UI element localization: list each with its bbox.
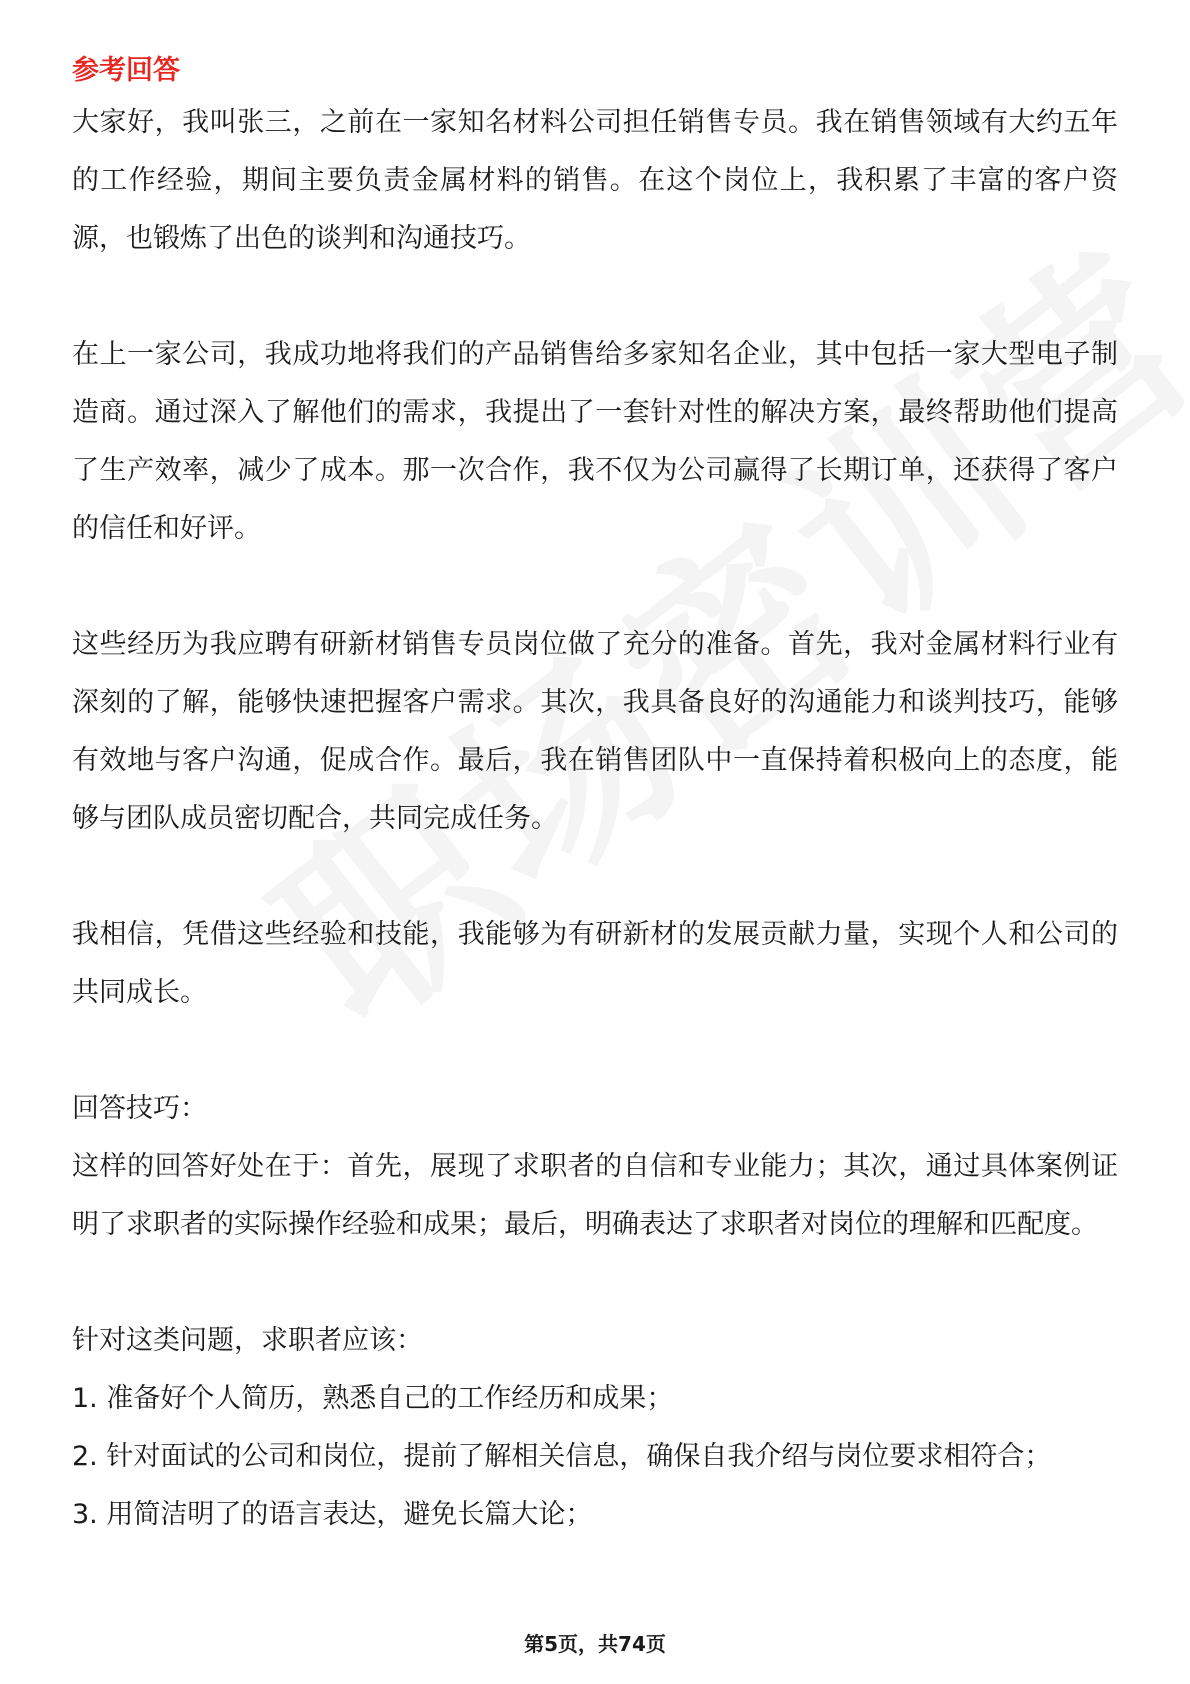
answer-paragraph-3: 这些经历为我应聘有研新材销售专员岗位做了充分的准备。首先，我对金属材料行业有深刻的了解，能够快速把握客户需求。其次，我具备良好的沟通能力和谈判技巧，能够有效地与客户沟通，促成合作。最后，我在销售团队中一直保持着积极向上的态度，能够与团队成员密切配合，共同完成任务。 <box>72 629 1118 834</box>
answer-paragraph-4: 我相信，凭借这些经验和技能，我能够为有研新材的发展贡献力量，实现个人和公司的共同成长。 <box>72 919 1118 1008</box>
section-heading: 参考回答 <box>72 55 180 86</box>
advice-item-3: 3. 用简洁明了的语言表达，避免长篇大论； <box>72 1499 593 1530</box>
tips-body: 这样的回答好处在于：首先，展现了求职者的自信和专业能力；其次，通过具体案例证明了求职者的实际操作经验和成果；最后，明确表达了求职者对岗位的理解和匹配度。 <box>72 1151 1118 1240</box>
advice-item-2: 2. 针对面试的公司和岗位，提前了解相关信息，确保自我介绍与岗位要求相符合； <box>72 1441 1052 1472</box>
answer-paragraph-1: 大家好，我叫张三，之前在一家知名材料公司担任销售专员。我在销售领域有大约五年的工作经验，期间主要负责金属材料的销售。在这个岗位上，我积累了丰富的客户资源，也锻炼了出色的谈判和沟通技巧。 <box>72 107 1118 254</box>
tips-title: 回答技巧： <box>72 1093 207 1124</box>
advice-title: 针对这类问题，求职者应该： <box>72 1325 423 1356</box>
answer-paragraph-2: 在上一家公司，我成功地将我们的产品销售给多家知名企业，其中包括一家大型电子制造商。通过深入了解他们的需求，我提出了一套针对性的解决方案，最终帮助他们提高了生产效率，减少了成本。那一次合作，我不仅为公司赢得了长期订单，还获得了客户的信任和好评。 <box>72 339 1118 544</box>
answer-content <box>72 48 1118 1544</box>
advice-item-1: 1. 准备好个人简历，熟悉自己的工作经历和成果； <box>72 1383 674 1414</box>
page-number: 第5页，共74页 <box>524 1632 666 1656</box>
